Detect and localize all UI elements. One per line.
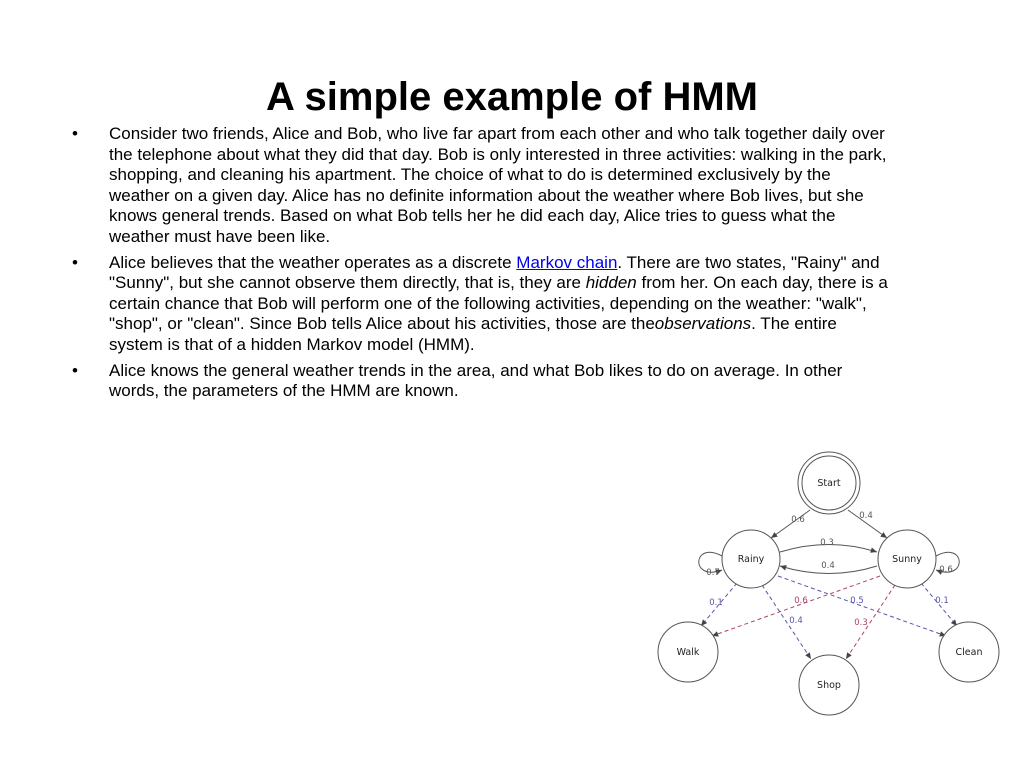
edge-label-rainy-shop: 0.4 [789, 616, 803, 626]
edge-label-rainy-self: 0.7 [706, 568, 720, 578]
emphasis-observations: observations [654, 314, 752, 334]
bullet-list [72, 124, 892, 407]
emphasis-hidden: hidden [585, 273, 637, 293]
bullet-marker: • [72, 124, 78, 143]
hmm-diagram [650, 450, 1000, 720]
edge-label-rainy-sunny: 0.3 [820, 538, 834, 548]
bullet-text: Alice believes that the weather operates as a discrete Markov chain. There are two states, "Rainy" and "Sunny", but she cannot observe them directly, that is, they are hidden from her. On each day, there is a certain chance that Bob will perform one of the following activities, depending on the weather: "walk", "shop", or "clean". Since Bob tells Alice about his activities, those are theobservations. The entire system is that of a hidden Markov model (HMM). [109, 252, 888, 354]
bullet-marker: • [72, 360, 78, 380]
node-label-shop: Shop [817, 680, 841, 691]
bullet-item [72, 124, 892, 248]
node-label-clean: Clean [955, 647, 983, 658]
node-label-start: Start [817, 478, 841, 489]
edge-label-rainy-walk: 0.1 [709, 598, 723, 608]
edge-label-sunny-rainy: 0.4 [821, 561, 835, 571]
bullet-marker: • [72, 252, 78, 272]
bullet-text: Consider two friends, Alice and Bob, who live far apart from each other and who talk together daily over the telephone about what they did that day. Bob is only interested in three activities: walking in the park, shopping, and cleaning his apartment. The choice of what to do is determined exclusively by the weather on a given day. Alice has no definite information about the weather where Bob lives, but she knows general trends. Based on what Bob tells her he did each day, Alice tries to guess what the weather must have been like. [109, 124, 887, 246]
edge-label-start-sunny: 0.4 [859, 511, 873, 521]
node-label-rainy: Rainy [737, 554, 765, 565]
bullet-text: Alice knows the general weather trends in the area, and what Bob likes to do on average. In other words, the parameters of the HMM are known. [109, 360, 843, 401]
markov-chain-link[interactable]: Markov chain [516, 252, 618, 272]
node-label-walk: Walk [676, 647, 700, 658]
slide-title: A simple example of HMM [266, 74, 758, 119]
edge-label-sunny-self: 0.6 [939, 565, 953, 575]
node-label-sunny: Sunny [892, 554, 922, 565]
edge-label-start-rainy: 0.6 [791, 515, 805, 525]
bullet-item [72, 361, 892, 402]
bullet-item [72, 253, 892, 356]
edge-label-sunny-clean: 0.1 [935, 596, 949, 606]
edge-label-rainy-clean: 0.5 [850, 596, 864, 606]
edge-label-sunny-walk: 0.6 [794, 596, 808, 606]
edge-label-sunny-shop: 0.3 [854, 618, 868, 628]
